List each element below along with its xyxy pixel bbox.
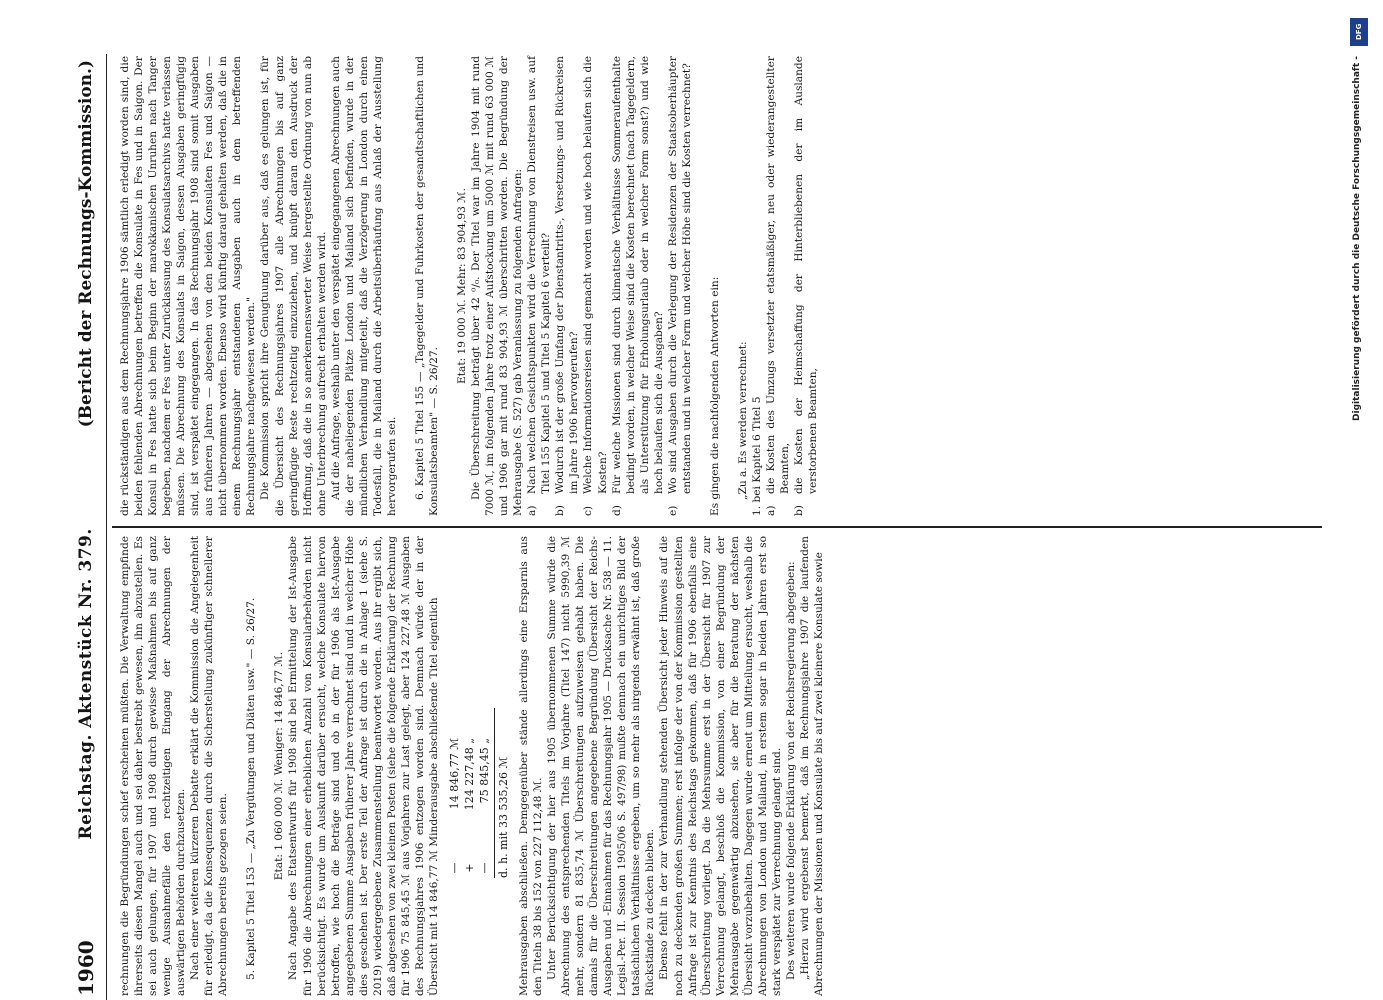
list-item [553, 56, 581, 516]
section-heading: 5. Kapitel 5 Titel 153 — „Zu Vergütungen und Diäten usw." — S. 26/27. [245, 597, 258, 980]
paragraph: Es gingen die nachfolgenden Antworten ein: [708, 276, 721, 516]
paragraph: rechnungen die Begründungen schief erscheinen müßten. Die Verwaltung empfinde ihrerseits diesen Mangel auch und sei daher bestrebt gewesen, ihn abzustellen. Es sei auch gelungen, für 1907 und 1908 durch gewisse Maßnahmen bis auf ganz wenige Ausnahmefälle den rechtzeitigen Eingang der Abrechnungen der auswärtigen Behörden durchzusetzen. [119, 536, 188, 996]
sum-total: d. h. mit 33 535,26 ℳ [494, 708, 511, 878]
sum-sign: — [477, 862, 491, 874]
sum-row [477, 708, 492, 878]
sum-row [447, 708, 462, 878]
sum-sign: — [447, 862, 461, 874]
list-text: Für welche Missionen sind durch klimatische Verhältnisse Sommeraufenthalte bedingt worden, in welcher Weise sind die Kosten berechnet (nach Tagegeldern, als Unterstützung für Erholungsurlaub oder in welcher Form sonst?) und wie hoch belaufen sich die Ausgaben? [610, 56, 665, 494]
question-list [525, 56, 694, 516]
list-text: die Kosten der Heimschaffung der Hinterbliebenen der im Auslande verstorbenen Beamten, [793, 56, 820, 494]
right-column [118, 56, 820, 516]
paragraph: Die Überschreitung beträgt über 42 ⁰/₀. Der Titel war im Jahre 1904 mit rund 7000 ℳ, im folgenden Jahre trotz einer Aufstockung um 5000 ℳ mit rund 63 000 ℳ und 1906 gar mit rund 83 904,93 ℳ überschritten worden. Die Begründung der Mehrausgabe (S. 527) gab Veranlassung zu folgenden Anfragen: [470, 56, 525, 516]
list-label: a) [764, 505, 777, 516]
paragraph: Auf die Anfrage, weshalb unter den verspätet eingegangenen Abrechnungen auch die der naheliegenden Plätze London und Mailand sich befinden, wurde in der mündlichen Verhandlung mitgeteilt, daß die Verzögerung in London durch einen Todesfall, die in Mailand durch die Arbeitsüberhäufung aus Anlaß der Ausstellung hervorgerufen sei. [329, 56, 398, 516]
paragraph: Nach einer weiteren kürzeren Debatte erklärt die Kommission die Angelegenheit für erledigt, da die Konsequenzen durch die Sicherstellung zukünftiger schnellerer Abrechnungen bereits gezogen seien. [189, 536, 230, 996]
sum-calculation [447, 708, 511, 878]
list-label: d) [610, 505, 623, 516]
list-item [764, 56, 792, 516]
list-label: b) [554, 505, 567, 516]
paragraph: Nach Angabe des Etatsentwurfs für 1908 sind bei Ermittelung der Ist-Ausgabe für 1906 die Abrechnungen einer erheblichen Anzahl von Konsularbehörden nicht berücksichtigt. Es wurde um Auskunft darüber ersucht, welche Konsulate hiervon betroffen, wie hoch die Beträge sind und ob in der für 1906 als Ist-Ausgabe angegebenen Summe Ausgaben früherer Jahre verrechnet sind und in welcher Höhe dies geschehen ist. Der erste Teil der Anfrage ist durch die in Anlage 1 (siehe S. 2019) wiedergegebene Zusammenstellung beantwortet worden. Aus ihr ergibt sich, daß abgesehen von zwei kleinen Posten (siehe die folgende Erklärung) der Rechnung für 1906 75 845,45 ℳ aus Vorjahren zur Last gelegt, aber 124 227,48 ℳ Ausgaben des Rechnungsjahres 1906 entzogen worden sind. Demnach würde der in der Übersicht mit 14 846,77 ℳ Minderausgabe abschließende Titel eigentlich [287, 535, 440, 996]
digitization-note-text: Digitalisierung gefördert durch die Deutsche Forschungsgemeinschaft - [1352, 56, 1362, 421]
list-text: Wodurch ist der große Umfang der Dienstantritts-, Versetzungs- und Rückreisen im Jahre 1906 hervorgerufen? [554, 56, 581, 494]
sum-amount: 75 845,45 „ [477, 738, 491, 804]
budget-line: Etat: 19 000 ℳ. Mehr: 83 904,93 ℳ. [456, 188, 469, 384]
list-label: c) [582, 505, 595, 516]
list-item [525, 56, 553, 516]
paragraph: Die Kommission spricht ihre Genugtuung darüber aus, daß es gelungen ist, für die Übersicht des Rechnungsjahres 1907 alle Abrechnungen bis auf ganz geringfügige Reste rechtzeitig einzuziehen, und knüpft daran den Ausdruck der Hoffnung, daß die in so anerkennenswerter Weise hergestellte Ordnung von nun ab ohne Unterbrechung aufrecht erhalten werden wird. [259, 56, 328, 516]
budget-line: Etat: 1 060 000 ℳ. Weniger: 14 846,77 ℳ. [273, 651, 286, 881]
list-text: Nach welchen Gesichtspunkten wird die Verrechnung von Dienstreisen usw. auf Titel 155 Kapitel 5 und Titel 5 Kapitel 6 verteilt? [526, 56, 553, 494]
left-column [118, 536, 826, 996]
header-title: Reichstag. Aktenstück Nr. 379. [76, 528, 96, 840]
list-item [666, 56, 694, 516]
list-text: Welche Informationsreisen sind gemacht worden und wie hoch belaufen sich die Kosten? [582, 56, 609, 494]
paragraph: Des weiteren wurde folgende Erklärung von der Reichsregierung abgegeben: [784, 561, 797, 980]
paragraph: Ebenso fehlt in der zur Verhandlung stehenden Übersicht jeder Hinweis auf die noch zu deckenden großen Summen; erst infolge der von der Kommission gestellten Anfrage ist zur Kenntnis des Reichstags gekommen, daß für 1906 ebenfalls eine Überschreitung vorliegt. Da die Mehrsumme erst in der Übersicht für 1907 zur Verrechnung gelangt, beschloß die Kommission, von einer Begründung der Mehrausgabe gegenwärtig abzusehen, sie aber für die Beratung der nächsten Übersicht vorzubehalten. Dagegen wurde erneut um Mitteilung ersucht, weshalb die Abrechnungen von London und Mailand, in erstem sogar in beiden Jahren erst so stark verspätet zur Verrechnung gelangt sind. [658, 536, 783, 996]
list-text: die Kosten des Umzugs versetzter etatsmäßiger, neu oder wiederangestellter Beamten, [764, 56, 792, 494]
list-text: Wo sind Ausgaben durch die Verlegung der Residenzen der Staatsoberhäupter entstanden und in welcher Form und welcher Höhe sind die Kosten verrechnet? [666, 56, 693, 494]
answer-list [764, 56, 820, 516]
paragraph: „Zu a. Es werden verrechnet: [736, 341, 749, 500]
paragraph: „Hierzu wird ergebenst bemerkt, daß im Rechnungsjahre 1907 die laufenden Abrechnungen der Missionen und Konsulate bis auf zwei kleinere Konsulate sowie [798, 536, 825, 996]
list-item [581, 56, 609, 516]
list-label: e) [666, 505, 679, 516]
dfg-logo: DFG [1350, 18, 1368, 46]
paragraph: Mehrausgaben abschließen. Demgegenüber stände allerdings eine Ersparnis aus den Titeln 38 bis 152 von 227 112,48 ℳ. [517, 536, 545, 996]
list-label: b) [793, 505, 806, 516]
column-divider [112, 527, 1322, 529]
section-heading: 6. Kapitel 5 Titel 155 — „Tagegelder und Fuhrkosten der gesandtschaftlichen und Konsulatsbeamten" — S. 26/27. [413, 56, 440, 516]
paragraph: die rückständigen aus dem Rechnungsjahre 1906 sämtlich erledigt worden sind, die beiden fehlenden Abrechnungen betreffen die Konsulate in Fes und in Saigon. Der Konsul in Fes hatte sich beim Beginn der marokkanischen Unruhen nach Tanger begeben, nachdem er Fes unter Zurücklassung des Konsulatsarchivs hatte verlassen müssen. Die Abrechnung des Konsulats in Saigon, dessen Ausgaben geringfügig sind, ist verspätet eingegangen. In das Rechnungsjahr 1908 sind somit Ausgaben aus früheren Jahren — abgesehen von den beiden Konsulaten Fes und Saigon — nicht übernommen worden. Ebenso wird künftig darauf gehalten werden, daß die in einem Rechnungsjahr entstandenen Ausgaben auch in dem betreffenden Rechnungsjahre nachgewiesen werden." [119, 56, 258, 516]
list-item [610, 56, 666, 516]
page-number: 1960 [74, 940, 98, 996]
paragraph: Unter Berücksichtigung der hier aus 1905 übernommenen Summe würde die Abrechnung des entsprechenden Titels im Vorjahre (Titel 147) nicht 5990,39 ℳ mehr, sondern 81 835,74 ℳ Überschreitungen aufzuweisen gehabt haben. Die damals für die Überschreitungen angegebene Begründung (Übersicht der Reichs-Ausgaben und -Einnahmen für das Rechnungsjahr 1905 — Drucksache Nr. 538 — 11. Legisl.-Per. II. Session 1905/06 S. 497/98) mußte demnach ein unrichtiges Bild der tatsächlichen Verhältnisse ergeben, um so mehr als nirgends erwähnt ist, daß große Rückstände zu decken blieben. [546, 536, 657, 996]
header-subtitle: (Bericht der Rechnungs-Kommission.) [76, 60, 96, 428]
list-label: a) [526, 505, 539, 516]
sum-sign: + [462, 863, 476, 873]
digitization-note [1344, 8, 1374, 688]
document-page [26, 54, 1346, 1000]
sum-amount: 14 846,77 ℳ [447, 738, 461, 810]
sum-row [462, 708, 477, 878]
paragraph: 1. bei Kapitel 6 Titel 5 [750, 396, 763, 516]
sum-amount: 124 227,48 „ [462, 738, 476, 811]
list-item [792, 56, 820, 516]
page-header [66, 54, 107, 1000]
